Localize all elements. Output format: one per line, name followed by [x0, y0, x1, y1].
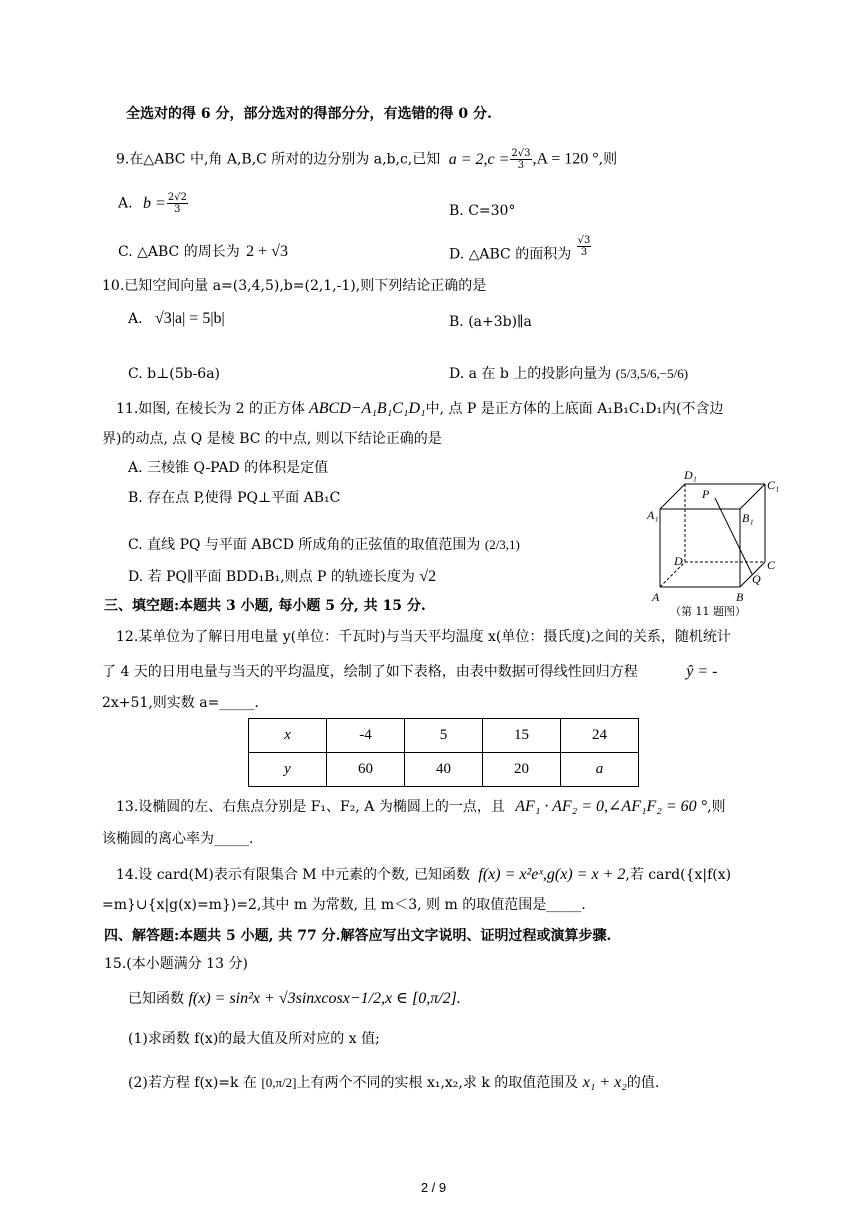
section-4-heading: 四、解答题:本题共 5 小题, 共 77 分.解答应写出文字说明、证明过程或演算步骤.: [104, 928, 612, 944]
q14-line1-tail: ,若 card({x|f(x): [625, 867, 732, 883]
table-cell: 24: [561, 719, 639, 753]
table-cell: 5: [405, 719, 483, 753]
q15-part2-end: 的值.: [626, 1075, 660, 1091]
label-b1: B₁: [742, 511, 754, 525]
q15-part2-post: 上有两个不同的实根 x₁,x₂,求 k 的取值范围及: [296, 1075, 579, 1091]
table-cell: 60: [327, 753, 405, 787]
q15-part1: (1)求函数 f(x)的最大值及所对应的 x 值;: [128, 1031, 380, 1047]
edge-b1-c1: [740, 484, 765, 509]
q11-cube-name: ABCD−A₁B₁C₁D₁: [308, 400, 426, 417]
table-cell: y: [249, 753, 327, 787]
q10-option-a-label: A.: [128, 311, 143, 327]
q11-option-c-text: C. 直线 PQ 与平面 ABCD 所成角的正弦值的取值范围为: [128, 537, 481, 553]
figure-caption: （第 11 题图）: [670, 605, 746, 618]
q11-stem-line1: [116, 400, 724, 418]
q9-option-d-text: D. △ABC 的面积为: [449, 246, 572, 263]
q9-condition-A: ,A = 120 °: [532, 150, 599, 168]
q11-option-c-math: (2/3,1): [484, 537, 520, 552]
label-d: D: [674, 554, 683, 568]
q11-option-c: [128, 536, 520, 554]
q12-line2: [102, 663, 718, 681]
page-number: 2 / 9: [420, 1180, 447, 1195]
q11-option-a: A. 三棱锥 Q-PAD 的体积是定值: [128, 460, 329, 476]
q11-stem-line2: 界)的动点, 点 Q 是棱 BC 的中点, 则以下结论正确的是: [102, 431, 442, 447]
q11-option-b: B. 存在点 P,使得 PQ⊥平面 AB₁C: [128, 490, 341, 506]
q14-line2: =m}∪{x|g(x)=m})=2,其中 m 为常数, 且 m＜3, 则 m 的取值范围是_____.: [102, 897, 586, 913]
q14-line1-text: 14.设 card(M)表示有限集合 M 中元素的个数, 已知函数: [116, 867, 470, 883]
table-cell: -4: [327, 719, 405, 753]
q10-option-c: C. b⊥(5b-6a): [128, 366, 221, 382]
q12-regression-lhs: ŷ = -: [686, 663, 718, 680]
q10-option-b: B. (a+3b)∥a: [449, 314, 532, 330]
q10-stem: 10.已知空间向量 a=(3,4,5),b=(2,1,-1),则下列结论正确的是: [102, 278, 487, 294]
q9-option-d-fraction: $\frac{√3}{3}$: [577, 235, 591, 258]
q15-sum-math: x₁ + x₂: [582, 1074, 627, 1091]
table-cell: x: [249, 719, 327, 753]
q10-option-a-math: √3|a| = 5|b|: [155, 310, 225, 327]
q11-option-d: [128, 568, 436, 586]
q9-stem: 9.在△ABC 中,角 A,B,C 所对的边分别为 a,b,c,已知: [116, 151, 441, 168]
q11-stem-post: 中, 点 P 是正方体的上底面 A₁B₁C₁D₁内(不含边: [425, 401, 724, 417]
q9-option-a-label: A.: [118, 195, 133, 212]
table-row: [249, 719, 639, 753]
table-cell: 20: [483, 753, 561, 787]
q11-stem-pre: 11.如图, 在棱长为 2 的正方体: [116, 401, 305, 417]
q10-option-d-math: (5/3,5/6,−5/6): [615, 366, 689, 381]
table-row: [249, 753, 639, 787]
q9-option-b: B. C=30°: [449, 203, 516, 219]
q12-data-table: [248, 718, 639, 787]
q9-option-a: [118, 192, 189, 215]
q9-option-a-math: b =: [143, 194, 166, 212]
q12-line2-text: 了 4 天的日用电量与当天的平均温度，绘制了如下表格，由表中数据可得线性回归方程: [102, 664, 638, 680]
label-c1: C₁: [767, 478, 780, 492]
q12-line1: 12.某单位为了解日用电量 y(单位：千瓦时)与当天平均温度 x(单位：摄氏度)之间的关系，随机统计: [116, 629, 731, 645]
table-cell: a: [561, 753, 639, 787]
q13-condition-math: AF₁ · AF₂ = 0,∠AF₁F₂ = 60 °: [515, 798, 708, 815]
q15-part2: [128, 1074, 659, 1092]
q9-condition-a: a = 2,c =: [448, 150, 510, 168]
q9-stem-line: [116, 148, 617, 171]
label-b: B: [736, 590, 744, 604]
q13-line1: [116, 798, 726, 816]
q9-condition-c-fraction: $\frac{2√3}{3}$: [511, 148, 531, 171]
table-cell: 15: [483, 719, 561, 753]
q15-part2-pre: (2)若方程 f(x)=k 在: [128, 1075, 257, 1091]
label-c: C: [767, 558, 776, 572]
q15-function-math: f(x) = sin²x + √3sinxcosx−1/2,x ∈ [0,π/2].: [188, 990, 461, 1007]
q14-functions-math: f(x) = x²eˣ,g(x) = x + 2: [478, 866, 626, 883]
q11-option-d-text: D. 若 PQ∥平面 BDD₁B₁,则点 P 的轨迹长度为: [128, 569, 415, 585]
q9-option-c: [118, 243, 288, 261]
scoring-note: 全选对的得 6 分，部分选对的得部分分，有选错的得 0 分.: [126, 106, 492, 122]
q9-option-c-text: C. △ABC 的周长为: [118, 244, 240, 260]
q9-option-d: [449, 235, 592, 266]
q15-title: 15.(本小题满分 13 分): [104, 956, 248, 972]
label-d1: D₁: [684, 468, 697, 482]
cube-figure: [640, 462, 790, 622]
q10-option-a: [128, 310, 225, 328]
q10-option-d: [449, 365, 688, 383]
table-cell: 40: [405, 753, 483, 787]
q13-line2: 该椭圆的离心率为_____.: [102, 831, 254, 847]
label-q: Q: [752, 572, 761, 586]
q14-line1: [116, 866, 731, 884]
edge-a1-d1: [660, 484, 685, 509]
q9-option-a-fraction: $\frac{2√2}{3}$: [167, 192, 187, 215]
label-a1: A₁: [647, 508, 659, 522]
q12-line3: 2x+51,则实数 a=_____.: [102, 695, 259, 711]
q13-line1-text: 13.设椭圆的左、右焦点分别是 F₁、F₂, A 为椭圆上的一点，且: [116, 799, 505, 815]
q11-option-d-math: √2: [419, 568, 437, 585]
q9-option-c-math: 2 + √3: [246, 243, 288, 260]
q9-stem-tail: ,则: [598, 151, 618, 168]
q15-given: [128, 990, 461, 1008]
q15-given-text: 已知函数: [128, 991, 184, 1007]
q13-line1-tail: ,则: [707, 799, 726, 815]
label-a: A: [652, 590, 660, 604]
label-p: P: [702, 487, 710, 501]
q10-option-d-text: D. a 在 b 上的投影向量为: [449, 366, 612, 382]
q15-interval-math: [0,π/2]: [261, 1075, 297, 1090]
section-3-heading: 三、填空题:本题共 3 小题, 每小题 5 分, 共 15 分.: [104, 598, 426, 614]
